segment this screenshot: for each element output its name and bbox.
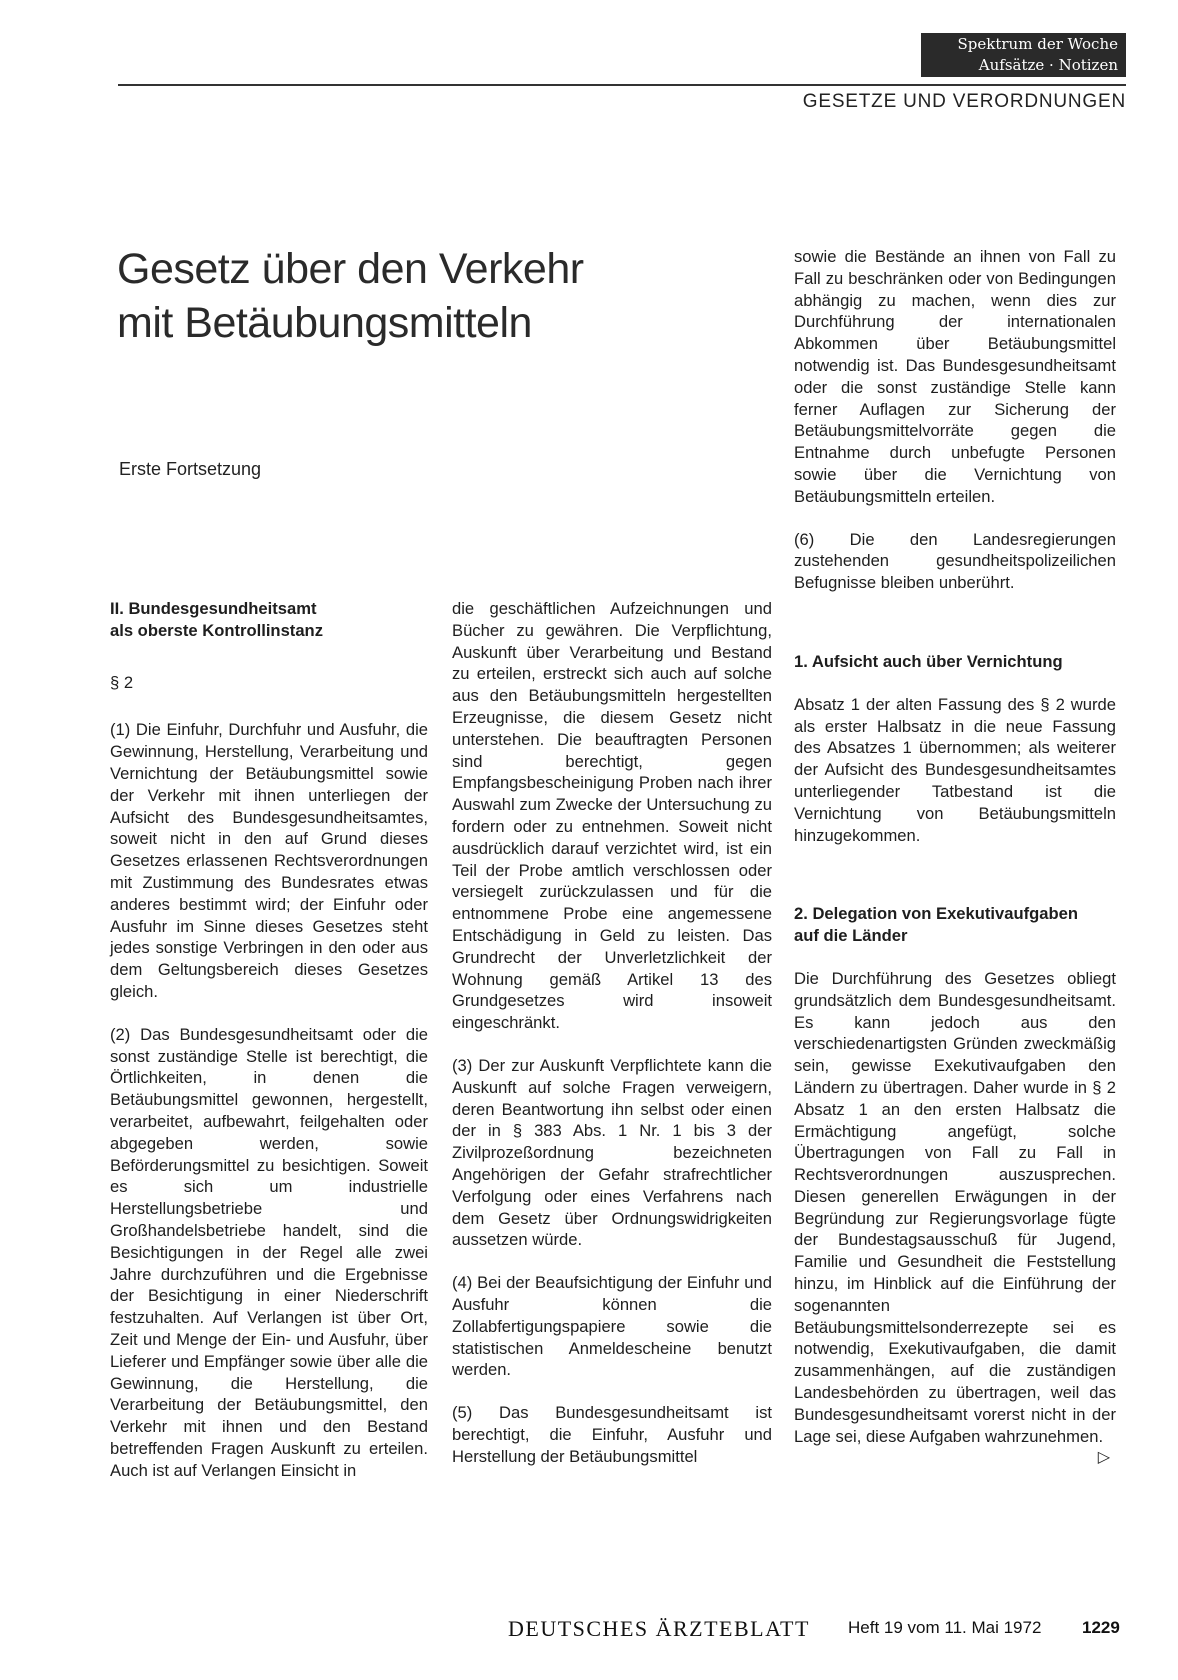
subheading bbox=[794, 903, 1116, 947]
header-rule bbox=[118, 84, 1126, 86]
journal-name: DEUTSCHES ÄRZTEBLATT bbox=[508, 1616, 810, 1641]
paragraph-text: Die Durchführung des Gesetzes obliegt grundsätzlich dem Bundesgesundheitsamt. Es kann jedoch aus den verschiedenartigsten Gründen zweckmäßig sein, gewisse Exekutivaufgaben den Ländern zu übertragen. Daher wurde in § 2 Absatz 1 an den ersten Halbsatz die Ermächtigung angefügt, solche Übertragungen von Fall zu Fall in Rechtsverordnungen auszusprechen. Diesen generellen Erwägungen in der Begründung zur Regierungsvorlage fügte der Bundestagsausschuß für Jugend, Familie und Gesundheit die Feststellung hinzu, im Hinblick auf die Einführung der sogenannten Betäubungsmittelsonderrezepte sei es notwendig, Exekutivaufgaben, die damit zusammenhängen, auf die zuständigen Landesbehörden zu übertragen, weil das Bundesgesundheitsamt vorerst nicht in der Lage sei, diese Aufgaben wahrzunehmen. bbox=[794, 968, 1116, 1446]
paragraph: (1) Die Einfuhr, Durchfuhr und Ausfuhr, die Gewinnung, Herstellung, Verarbeitung und Vernichtung der Betäubungsmittel sowie der Verkehr mit ihnen unterliegen der Aufsicht des Bundesgesundheitsamtes, soweit nicht in den auf Grund dieses Gesetzes erlassenen Rechtsverordnungen mit Zustimmung des Bundesrates etwas anderes bestimmt wird; der Einfuhr oder Ausfuhr im Sinne dieses Gesetzes steht jedes sonstige Verbringen in den oder aus dem Geltungsbereich dieses Gesetzes gleich. bbox=[110, 720, 428, 1001]
text-column-2 bbox=[452, 598, 772, 1488]
spacer bbox=[794, 867, 1116, 903]
section-badge bbox=[921, 33, 1126, 77]
paragraph: (4) Bei der Beaufsichtigung der Einfuhr und Ausfuhr können die Zollabfertigungspapiere sowie die statistischen Anmeldescheine benutzt werden. bbox=[452, 1273, 772, 1380]
subheading-line-2: auf die Länder bbox=[794, 926, 908, 946]
page-number: 1229 bbox=[1082, 1618, 1120, 1637]
paragraph: sowie die Bestände an ihnen von Fall zu Fall zu beschränken oder von Bedingungen abhängig zu machen, wenn dies zur Durchführung der internationalen Abkommen über Betäubungsmittel notwendig ist. Das Bundesgesundheitsamt oder die sonst zuständige Stelle kann ferner Auflagen zur Sicherung der Betäubungsmittelvorräte gegen die Entnahme durch unbefugte Personen sowie über die Vernichtung von Betäubungsmitteln erteilen. bbox=[794, 247, 1116, 506]
title-line-2: mit Betäubungsmitteln bbox=[117, 299, 532, 347]
text-column-1 bbox=[110, 598, 428, 1502]
paragraph: (2) Das Bundesgesundheitsamt oder die sonst zuständige Stelle ist berechtigt, die Örtlichkeiten, in denen die Betäubungsmittel gewonnen, hergestellt, verarbeitet, aufbewahrt, feilgehalten oder abgegeben werden, sowie Beförderungsmittel zu besichtigen. Soweit es sich um industrielle Herstellungsbetriebe und Großhandelsbetriebe handelt, sind die Besichtigungen in der Regel alle zwei Jahre durchzuführen und die Ergebnisse der Besichtigung in einer Niederschrift festzuhalten. Auf Verlangen ist über Ort, Zeit und Menge der Ein- und Ausfuhr, über Lieferer und Empfänger sowie über alle die Gewinnung, die Herstellung, die Verarbeitung der Betäubungsmittel, den Verkehr mit ihnen und den Bestand betreffenden Fragen Auskunft zu erteilen. Auch ist auf Verlangen Einsicht in bbox=[110, 1024, 428, 1480]
article-title bbox=[117, 242, 677, 350]
text-column-3 bbox=[794, 246, 1116, 1469]
badge-line-1: Spektrum der Woche bbox=[957, 35, 1118, 53]
continue-arrow-icon: ▷ bbox=[1097, 1449, 1110, 1467]
paragraph bbox=[794, 968, 1116, 1467]
subheading-line-1: 2. Delegation von Exekutivaufgaben bbox=[794, 904, 1079, 924]
section-heading-line-2: als oberste Kontrollinstanz bbox=[110, 620, 323, 640]
title-line-1: Gesetz über den Verkehr bbox=[117, 245, 584, 293]
issue-info: Heft 19 vom 11. Mai 1972 bbox=[848, 1618, 1042, 1637]
section-heading-line-1: II. Bundesgesundheitsamt bbox=[110, 599, 317, 618]
paragraph: (6) Die den Landesregierungen zustehenden gesundheitspolizeilichen Befugnisse bleiben unberührt. bbox=[794, 529, 1116, 593]
subheading: 1. Aufsicht auch über Vernichtung bbox=[794, 651, 1063, 671]
paragraph: Absatz 1 der alten Fassung des § 2 wurde als erster Halbsatz in die neue Fassung des Absatzes 1 übernommen; als weiterer der Aufsicht des Bundesgesundheitsamtes unterliegender Tatbestand ist die Vernichtung von Betäubungsmitteln hinzugekommen. bbox=[794, 694, 1116, 845]
badge-line-2: Aufsätze · Notizen bbox=[978, 56, 1118, 74]
spacer bbox=[794, 615, 1116, 651]
paragraph: (5) Das Bundesgesundheitsamt ist berechtigt, die Einfuhr, Ausfuhr und Herstellung der Betäubungsmittel bbox=[452, 1403, 772, 1466]
article-subtitle: Erste Fortsetzung bbox=[119, 459, 262, 479]
rubric: GESETZE UND VERORDNUNGEN bbox=[802, 91, 1126, 112]
section-heading bbox=[110, 598, 428, 642]
paragraph: (3) Der zur Auskunft Verpflichtete kann die Auskunft auf solche Fragen verweigern, deren Beantwortung ihn selbst oder einen der in § 383 Abs. 1 Nr. 1 bis 3 der Zivilprozeßordnung bezeichneten Angehörigen der Gefahr strafrechtlicher Verfolgung oder eines Verfahrens nach dem Gesetz über Ordnungswidrigkeiten aussetzen würde. bbox=[452, 1055, 772, 1250]
paragraph: die geschäftlichen Aufzeichnungen und Bücher zu gewähren. Die Verpflichtung, Auskunft über Verarbeitung und Bestand zu erteilen, erstreckt sich auch auf solche aus den Betäubungsmitteln hergestellten Erzeugnisse, die diesem Gesetz nicht unterstehen. Die beauftragten Personen sind berechtigt, gegen Empfangsbescheinigung Proben nach ihrer Auswahl zum Zwecke der Untersuchung zu fordern oder zu entnehmen. Soweit nicht ausdrücklich darauf verzichtet wird, ist ein Teil der Probe amtlich verschlossen oder versiegelt zurückzulassen und für die entnommene Probe eine angemessene Entschädigung in Geld zu leisten. Das Grundrecht der Unverletzlichkeit der Wohnung gemäß Artikel 13 des Grundgesetzes wird insoweit eingeschränkt. bbox=[452, 599, 772, 1033]
paragraph-sign: § 2 bbox=[110, 672, 134, 692]
